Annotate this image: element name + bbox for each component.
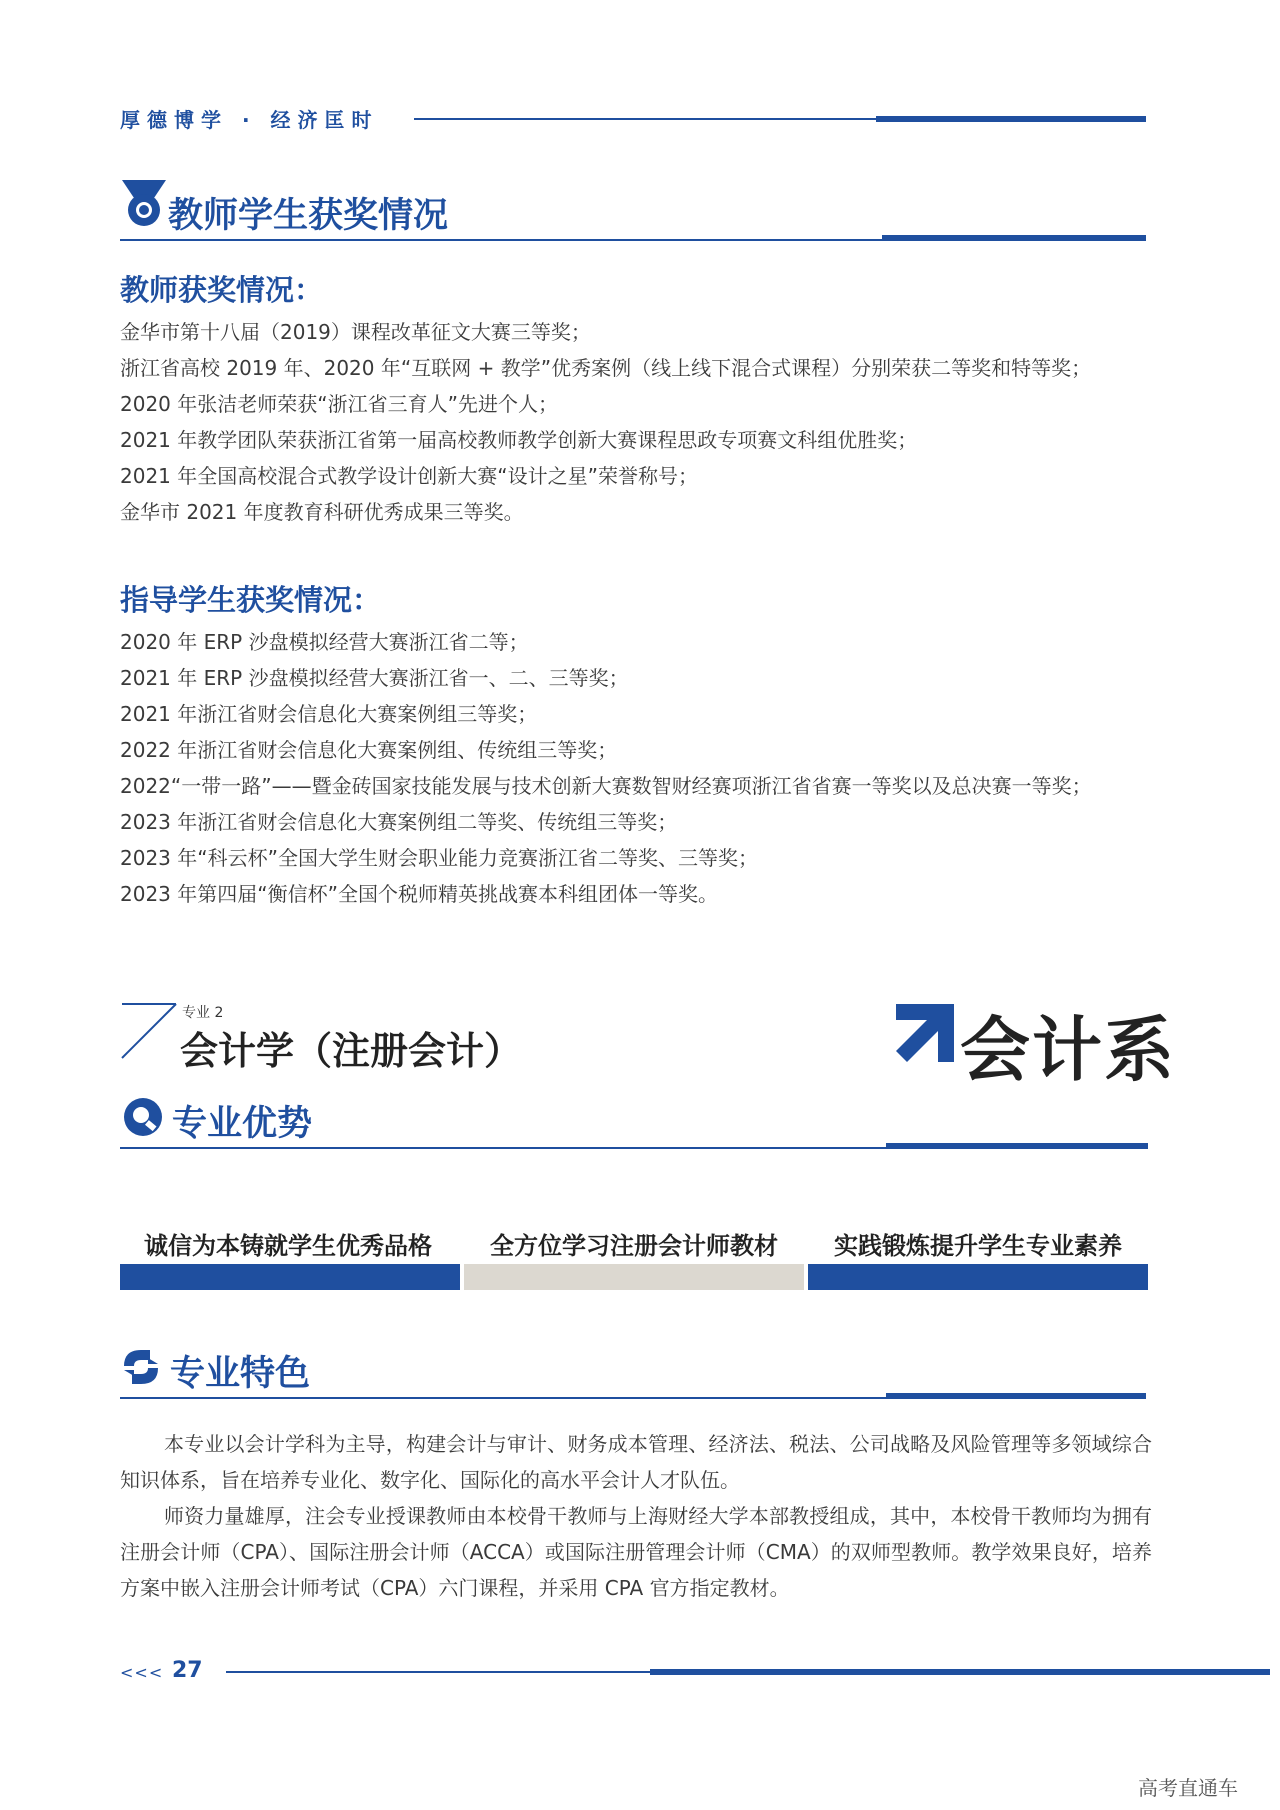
header-rule-accent: [876, 116, 1146, 122]
major-label: 专业 2: [182, 1005, 224, 1021]
student-awards-list: [120, 624, 1092, 912]
advantage-bar: [120, 1264, 460, 1290]
list-item: 2021 年 ERP 沙盘模拟经营大赛浙江省一、二、三等奖；: [120, 666, 629, 690]
list-item: 2022“一带一路”——暨金砖国家技能发展与技术创新大赛数智财经赛项浙江省省赛一等奖以及总决赛一等奖；: [120, 774, 1092, 798]
advantage-item-practice: 实践锻炼提升学生专业素养: [834, 1232, 1122, 1260]
advantage-bar: [464, 1264, 804, 1290]
swirl-icon: [120, 1346, 162, 1388]
section-rule-awards-accent: [882, 235, 1146, 241]
list-item: 2020 年 ERP 沙盘模拟经营大赛浙江省二等；: [120, 630, 529, 654]
section-title-awards: 教师学生获奖情况: [168, 196, 449, 236]
list-item: 金华市 2021 年度教育科研优秀成果三等奖。: [120, 500, 524, 524]
page-number: 27: [172, 1658, 203, 1683]
search-icon: [122, 1096, 164, 1138]
advantage-item-materials: 全方位学习注册会计师教材: [490, 1232, 778, 1260]
list-item: 浙江省高校 2019 年、2020 年“互联网 + 教学”优秀案例（线上线下混合式课程）分别荣获二等奖和特等奖；: [120, 356, 1092, 380]
teacher-awards-heading: 教师获奖情况：: [120, 273, 324, 307]
diagonal-arrow-icon: [120, 1002, 178, 1060]
list-item: 金华市第十八届（2019）课程改革征文大赛三等奖；: [120, 320, 591, 344]
section-rule-features-accent: [886, 1393, 1146, 1399]
advantage-bar: [808, 1264, 1148, 1290]
list-item: 2022 年浙江省财会信息化大赛案例组、传统组三等奖；: [120, 738, 618, 762]
student-awards-heading: 指导学生获奖情况：: [120, 583, 382, 617]
section-title-advantages: 专业优势: [172, 1104, 313, 1144]
footer-rule-accent: [650, 1669, 1270, 1675]
footer-arrows: <<<: [120, 1663, 164, 1682]
medal-icon: [120, 178, 168, 228]
list-item: 2021 年全国高校混合式教学设计创新大赛“设计之星”荣誉称号；: [120, 464, 698, 488]
teacher-awards-list: [120, 314, 1091, 530]
list-item: 2023 年“科云杯”全国大学生财会职业能力竞赛浙江省二等奖、三等奖；: [120, 846, 758, 870]
list-item: 2021 年浙江省财会信息化大赛案例组三等奖；: [120, 702, 538, 726]
list-item: 2021 年教学团队荣获浙江省第一届高校教师教学创新大赛课程思政专项赛文科组优胜奖；: [120, 428, 918, 452]
section-title-features: 专业特色: [170, 1354, 311, 1394]
list-item: 2023 年第四届“衡信杯”全国个税师精英挑战赛本科组团体一等奖。: [120, 882, 718, 906]
major-name: 会计学（注册会计）: [180, 1029, 523, 1073]
list-item: 2023 年浙江省财会信息化大赛案例组二等奖、传统组三等奖；: [120, 810, 678, 834]
features-paragraph: 本专业以会计学科为主导，构建会计与审计、财务成本管理、经济法、税法、公司战略及风险管理等多领域综合知识体系，旨在培养专业化、数字化、国际化的高水平会计人才队伍。: [120, 1432, 1152, 1492]
arrow-up-right-icon: [896, 1004, 954, 1062]
features-paragraph: 师资力量雄厚，注会专业授课教师由本校骨干教师与上海财经大学本部教授组成，其中，本校骨干教师均为拥有注册会计师（CPA）、国际注册会计师（ACCA）或国际注册管理会计师（CMA）的双师型教师。教学效果良好，培养方案中嵌入注册会计师考试（CPA）六门课程，并采用 CPA 官方指定教材。: [120, 1504, 1152, 1600]
list-item: 2020 年张洁老师荣获“浙江省三育人”先进个人；: [120, 392, 558, 416]
watermark: 高考直通车: [1138, 1776, 1238, 1800]
header-motto: 厚德博学 · 经济匡时: [120, 108, 379, 132]
section-rule-advantages-accent: [886, 1143, 1148, 1149]
advantage-item-integrity: 诚信为本铸就学生优秀品格: [144, 1232, 432, 1260]
department-name: 会计系: [960, 1009, 1176, 1091]
